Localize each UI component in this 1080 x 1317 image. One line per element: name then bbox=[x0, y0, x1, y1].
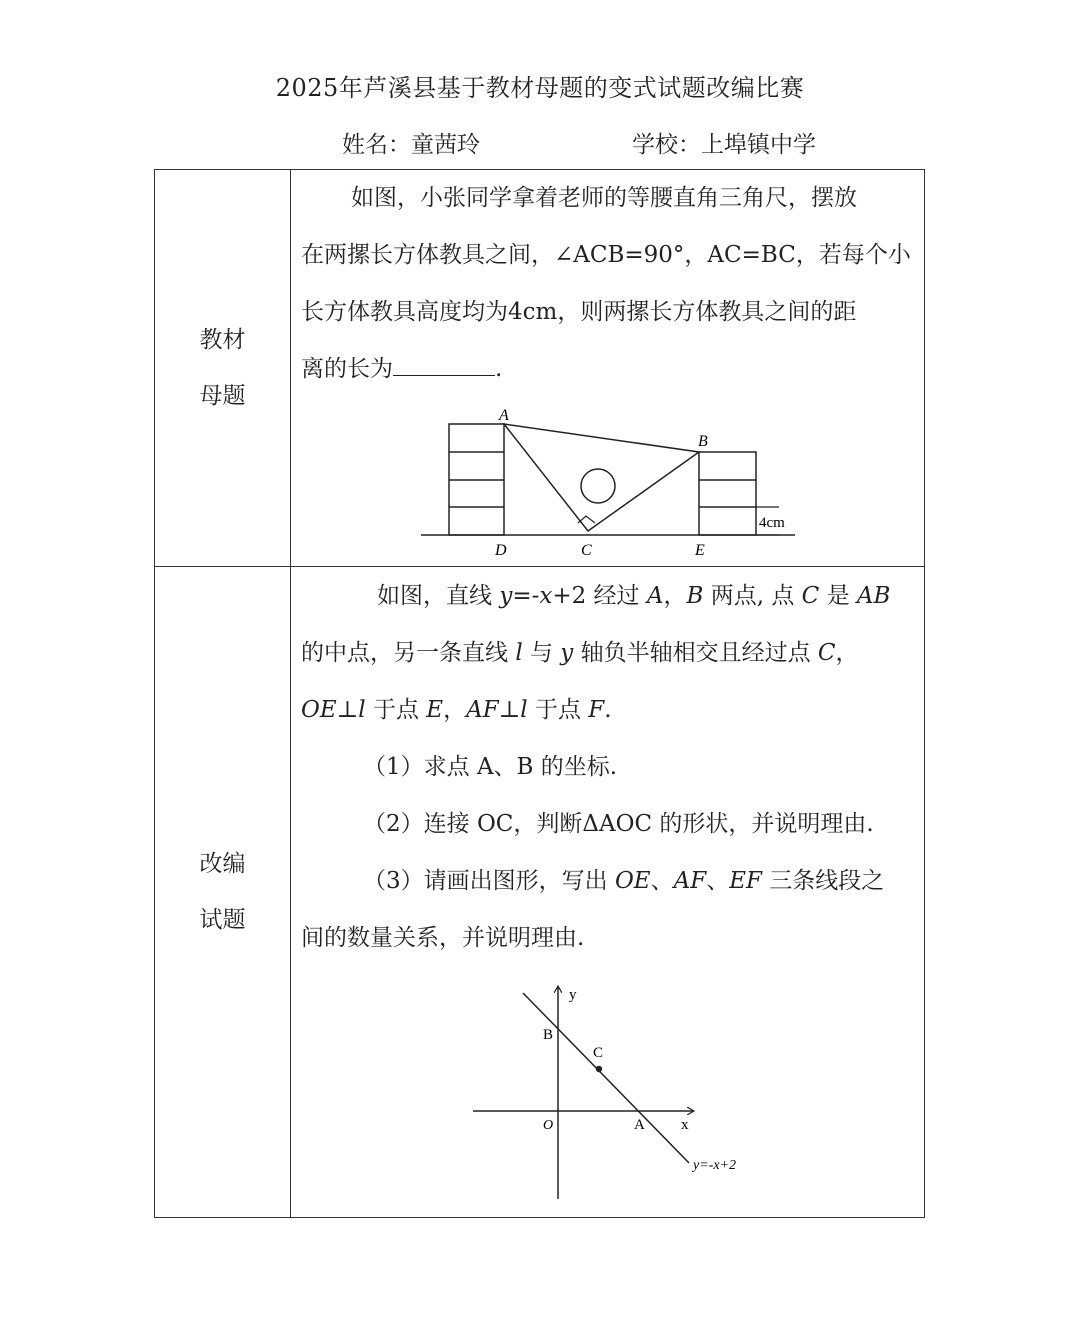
problem-text-line: 在两摞长方体教具之间，∠ACB=90°，AC=BC，若每个小 bbox=[301, 242, 911, 268]
text-segment: =- bbox=[512, 583, 540, 609]
text-segment: 三条线段之 bbox=[761, 868, 885, 894]
row-label-original bbox=[155, 312, 290, 424]
math-var: A bbox=[646, 583, 664, 609]
row-divider bbox=[155, 566, 924, 567]
label-A: A bbox=[499, 407, 509, 424]
math-var: F bbox=[588, 697, 605, 723]
coordinate-figure bbox=[465, 975, 765, 1205]
triangle-figure bbox=[415, 406, 805, 566]
text-segment: 的中点，另一条直线 bbox=[301, 640, 516, 666]
text-segment: （3）请画出图形，写出 bbox=[363, 868, 615, 894]
math-var: y bbox=[560, 640, 574, 666]
math-var: y bbox=[499, 583, 513, 609]
text-segment: 轴负半轴相交且经过点 bbox=[573, 640, 818, 666]
math-var: x bbox=[539, 583, 553, 609]
math-var: OE bbox=[301, 697, 337, 723]
question-3-cont: 间的数量关系，并说明理由. bbox=[301, 925, 585, 951]
text-segment: ， bbox=[835, 640, 859, 666]
answer-blank bbox=[393, 353, 495, 376]
text-segment: 如图，直线 bbox=[377, 583, 500, 609]
row-label-line: 试题 bbox=[199, 907, 246, 933]
text-segment: 是 bbox=[819, 583, 857, 609]
circle-hole bbox=[581, 469, 615, 503]
text-segment: 于点 bbox=[527, 697, 589, 723]
text-segment: 、 bbox=[706, 868, 730, 894]
column-divider bbox=[290, 170, 291, 1217]
label-x-axis: x bbox=[681, 1117, 689, 1133]
label-D: D bbox=[495, 542, 507, 559]
math-var: C bbox=[817, 640, 836, 666]
math-var: AF bbox=[673, 868, 707, 894]
original-problem bbox=[301, 170, 916, 398]
text-segment: . bbox=[604, 697, 612, 723]
problem-text: 离的长为 bbox=[301, 356, 393, 382]
row-label-line: 母题 bbox=[199, 383, 246, 409]
math-var: l bbox=[515, 640, 523, 666]
point-C bbox=[596, 1066, 602, 1072]
text-segment: ⊥ bbox=[336, 697, 359, 723]
math-var: l bbox=[358, 697, 366, 723]
label-line-equation: y=-x+2 bbox=[693, 1158, 736, 1173]
text-segment: ⊥ bbox=[498, 697, 521, 723]
text-segment: ， bbox=[663, 583, 687, 609]
math-var: AB bbox=[856, 583, 891, 609]
text-segment: +2 经过 bbox=[552, 583, 647, 609]
text-segment: 两点, 点 bbox=[703, 583, 802, 609]
row-label-line: 改编 bbox=[199, 851, 246, 877]
line-graph bbox=[523, 993, 689, 1163]
problem-text-line bbox=[301, 568, 916, 625]
problem-text-line: 长方体教具高度均为4cm，则两摞长方体教具之间的距 bbox=[301, 299, 857, 325]
adapted-problem bbox=[301, 568, 916, 967]
school-name: 学校：上埠镇中学 bbox=[632, 132, 816, 158]
label-B: B bbox=[543, 1027, 554, 1043]
label-y-axis: y bbox=[569, 987, 577, 1003]
row-label-adapted bbox=[155, 836, 290, 948]
label-A: A bbox=[634, 1117, 645, 1133]
problem-table bbox=[154, 169, 925, 1218]
label-origin: O bbox=[543, 1118, 554, 1133]
math-var: l bbox=[520, 697, 528, 723]
right-block-stack bbox=[699, 452, 756, 535]
label-B: B bbox=[698, 433, 708, 450]
problem-text-line bbox=[301, 682, 916, 739]
problem-text-line bbox=[301, 625, 916, 682]
problem-text-line: 如图，小张同学拿着老师的等腰直角三角尺，摆放 bbox=[351, 185, 857, 211]
math-var: AF bbox=[466, 697, 499, 723]
question-2: （2）连接 OC，判断ΔAOC 的形状，并说明理由. bbox=[363, 811, 874, 837]
text-segment: ， bbox=[443, 697, 467, 723]
problem-text: . bbox=[495, 356, 503, 382]
label-E: E bbox=[695, 542, 705, 559]
problem-text-line bbox=[301, 341, 916, 398]
math-var: E bbox=[426, 697, 444, 723]
label-height: 4cm bbox=[759, 515, 785, 531]
author-name: 姓名：童茜玲 bbox=[342, 132, 480, 158]
question-3 bbox=[301, 853, 916, 910]
set-square-triangle bbox=[504, 424, 699, 531]
text-segment: 与 bbox=[522, 640, 561, 666]
question-1: （1）求点 A、B 的坐标. bbox=[363, 754, 618, 780]
label-C: C bbox=[581, 542, 592, 559]
page-title: 2025年芦溪县基于教材母题的变式试题改编比赛 bbox=[275, 74, 805, 102]
text-segment: 、 bbox=[650, 868, 674, 894]
math-var: B bbox=[686, 583, 704, 609]
label-C: C bbox=[593, 1045, 604, 1061]
math-var: EF bbox=[729, 868, 762, 894]
math-var: C bbox=[801, 583, 820, 609]
math-var: OE bbox=[614, 868, 651, 894]
text-segment: 于点 bbox=[365, 697, 427, 723]
row-label-line: 教材 bbox=[199, 327, 246, 353]
